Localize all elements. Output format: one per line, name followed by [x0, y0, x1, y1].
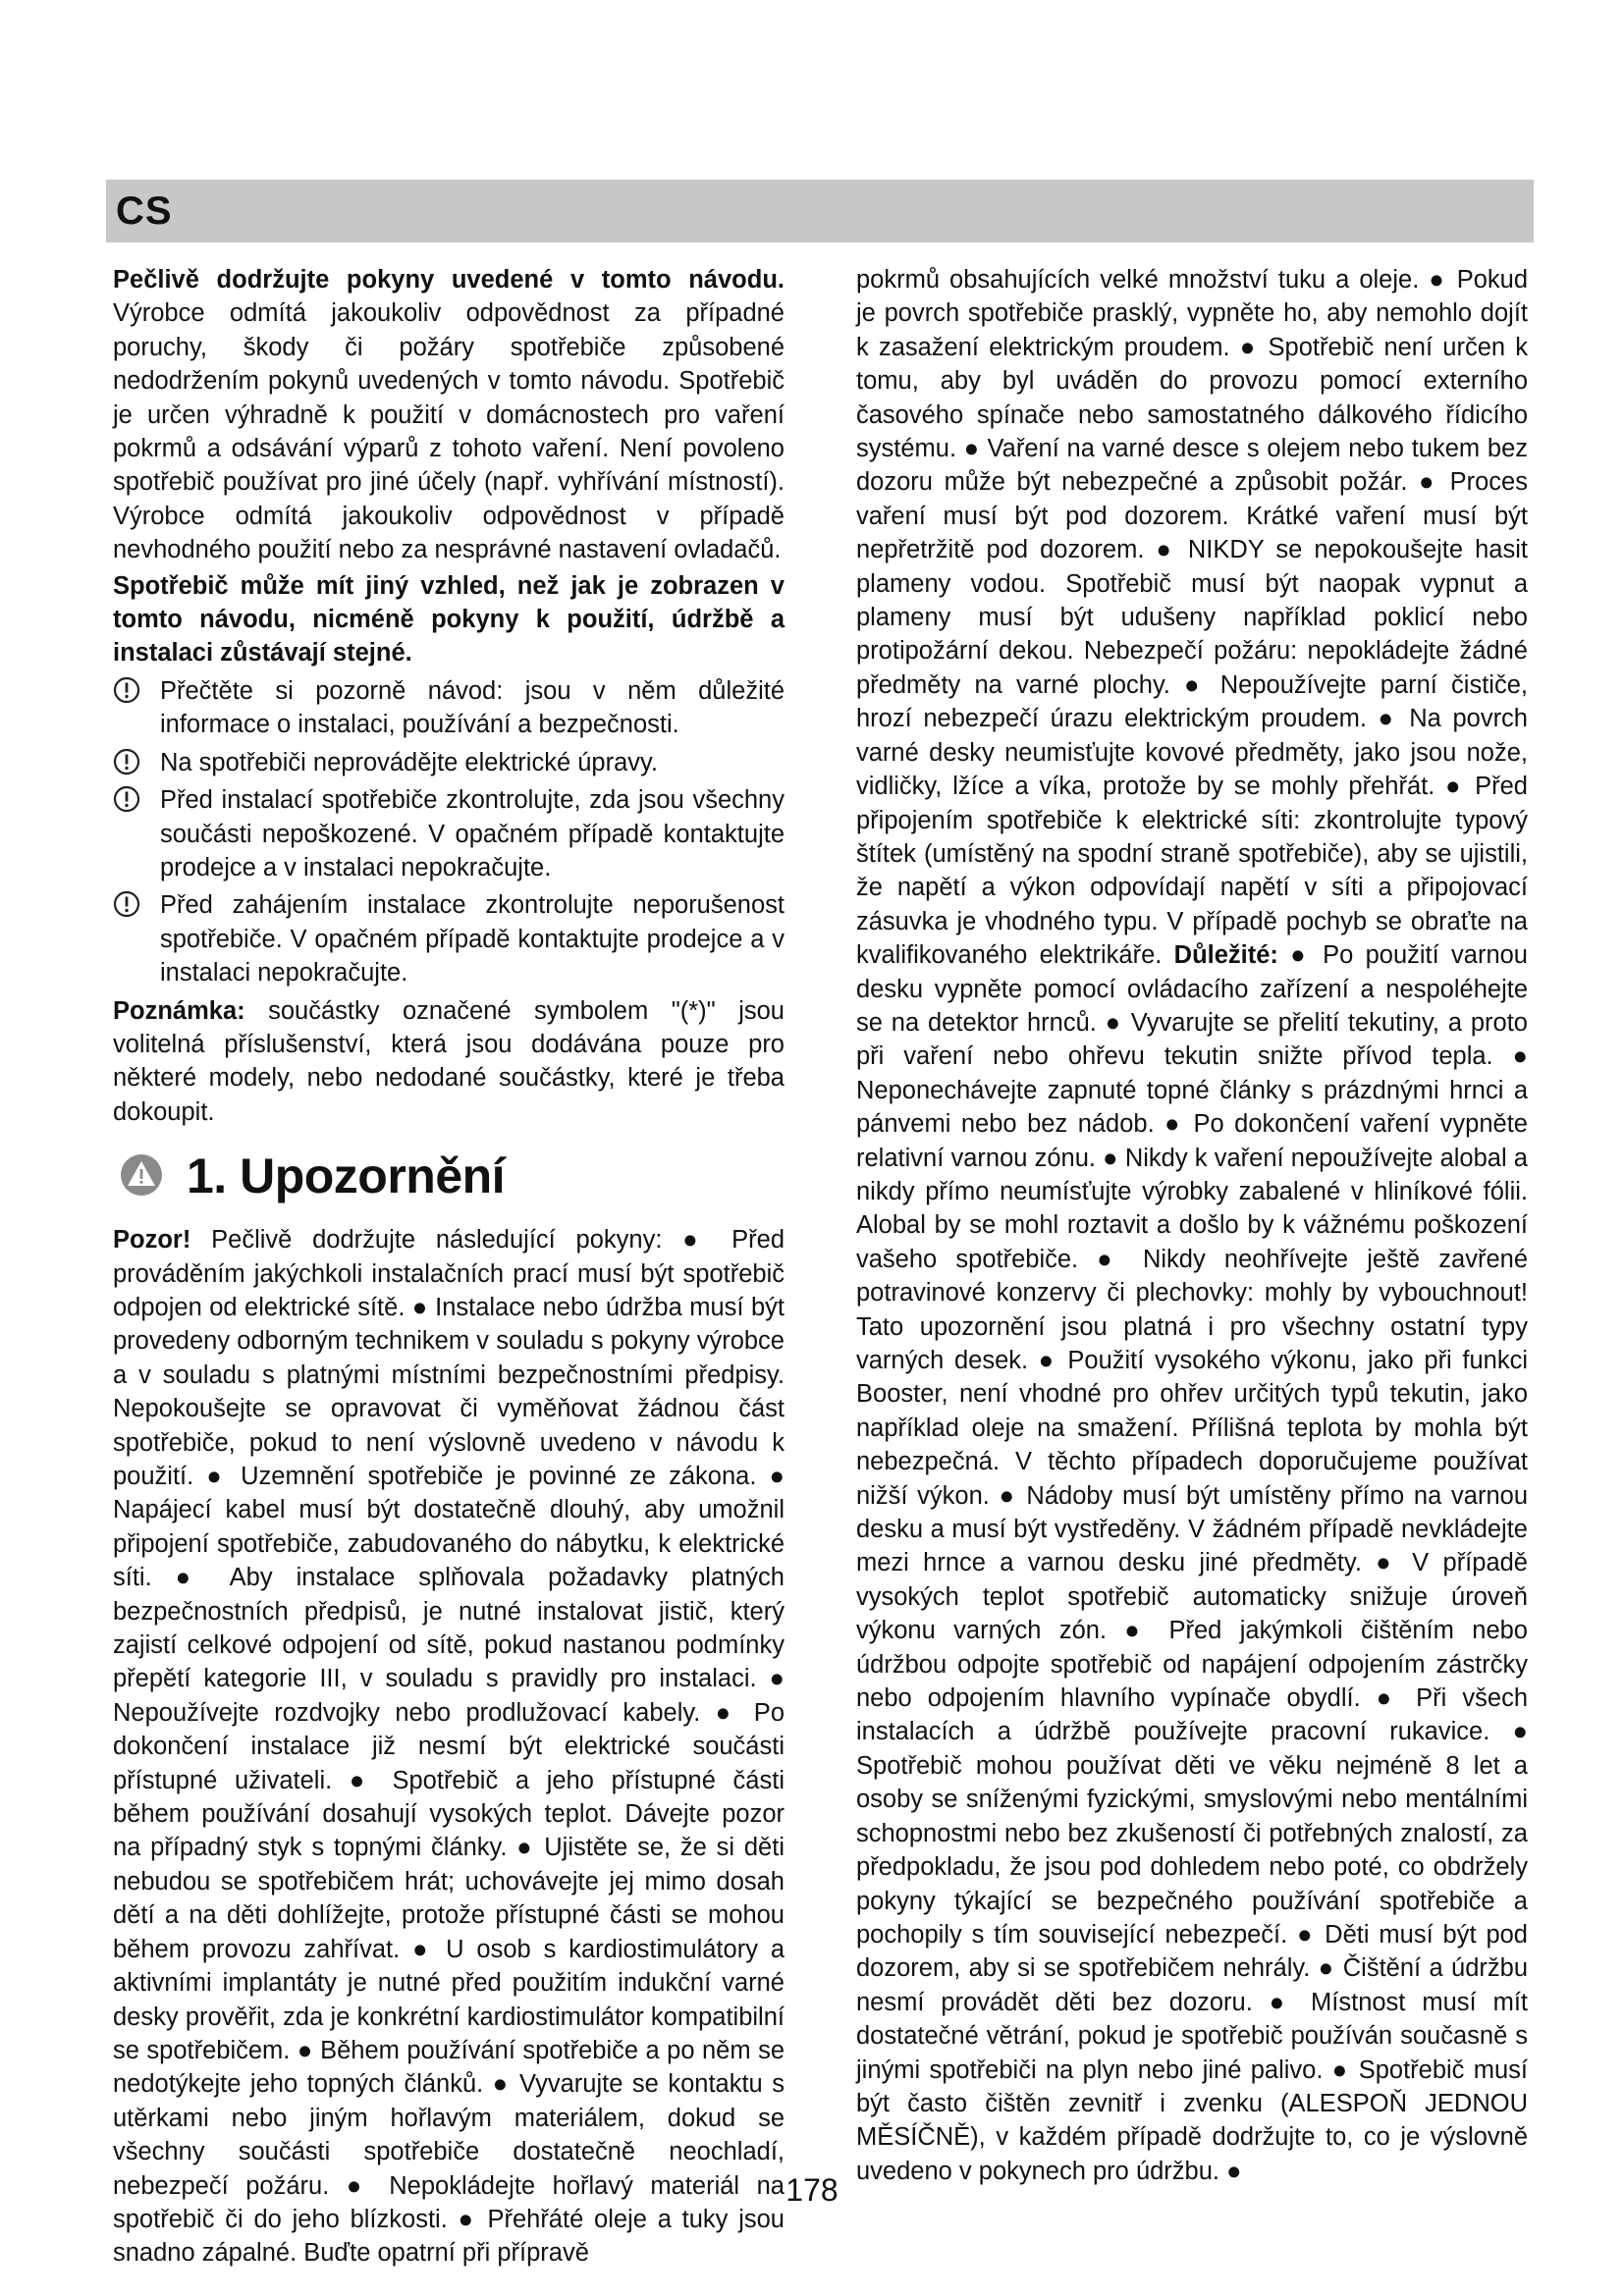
exclamation-circle-icon — [113, 748, 140, 775]
exclamation-circle-icon — [113, 785, 140, 813]
warning-item — [113, 674, 785, 742]
appearance-note: Spotřebič může mít jiný vzhled, než jak je zobrazen v tomto návodu, nicméně pokyny k použití, údržbě a instalaci zůstávají stejné. — [113, 571, 785, 667]
warning-item — [113, 783, 785, 884]
warning-item — [113, 746, 785, 779]
section-title: 1. Upozornění — [187, 1148, 506, 1204]
page-number: 178 — [785, 2172, 839, 2208]
note-paragraph — [113, 994, 785, 1130]
warning-text: Před zahájením instalace zkontrolujte neporušenost spotřebiče. V opačném případě kontaktujte prodejce a v instalaci nepokračujte. — [160, 891, 785, 988]
warning-text: Přečtěte si pozorně návod: jsou v něm důležité informace o instalaci, používání a bezpečnosti. — [160, 676, 785, 739]
warnings-body-left — [113, 1223, 785, 2270]
section-heading — [113, 1148, 785, 1211]
exclamation-circle-icon — [113, 890, 140, 918]
intro-text: Výrobce odmítá jakoukoliv odpovědnost za případné poruchy, škody či požáry spotřebiče způsobené nedodržením pokynů uvedených v tomto návodu. Spotřebič je určen výhradně k použití v domácnostech pro vaření pokrmů a odsávání výparů z tohoto vaření. Není povoleno spotřebič používat pro jiné účely (např. vyhřívání místností). Výrobce odmítá jakoukoliv odpovědnost v případě nevhodného použití nebo za nesprávné nastavení ovladačů. — [113, 299, 785, 564]
right-column — [856, 263, 1528, 2188]
intro-bold-lead: Pečlivě dodržujte pokyny uvedené v tomto návodu. — [113, 266, 785, 294]
warning-item — [113, 888, 785, 989]
note-label: Poznámka: — [113, 996, 245, 1025]
important-label: Důležité: — [1173, 941, 1278, 970]
exclamation-circle-icon — [113, 676, 140, 704]
warnings-text-left: Pečlivě dodržujte následující pokyny: ● Před prováděním jakýchkoli instalačních prací musí být spotřebič odpojen od elektrické sítě. ● Instalace nebo údržba musí být provedeny odborným technikem v souladu s pokyny výrobce a v souladu s platnými místními bezpečnostními předpisy. Nepokoušejte se opravovat či vyměňovat žádnou část spotřebiče, pokud to není výslovně uvedeno v návodu k použití. ● Uzemnění spotřebiče je povinné ze zákona. ● Napájecí kabel musí být dostatečně dlouhý, aby umožnil připojení spotřebiče, zabudovaného do nábytku, k elektrické síti. ● Aby instalace splňovala požadavky platných bezpečnostních předpisů, je nutné instalovat jistič, který zajistí celkové odpojení od sítě, pokud nastanou podmínky přepětí kategorie III, v souladu s pravidly pro instalaci. ● Nepoužívejte rozdvojky nebo prodlužovací kabely. ● Po dokončení instalace již nesmí být elektrické součásti přístupné uživateli. ● Spotřebič a jeho přístupné části během používání dosahují vysokých teplot. Dávejte pozor na případný styk s topnými články. ● Ujistěte se, že si děti nebudou se spotřebičem hrát; uchovávejte jej mimo dosah dětí a na děti dohlížejte, protože přístupné části se mohou během provozu zahřívat. ● U osob s kardiostimulátory a aktivními implantáty je nutné před použitím indukční varné desky prověřit, zda je konkrétní kardiostimulátor kompatibilní se spotřebičem. ● Během používání spotřebiče a po něm se nedotýkejte jeho topných článků. ● Vyvarujte se kontaktu s utěrkami nebo jiným hořlavým materiálem, dokud se všechny součásti spotřebiče dostatečně neochladí, nebezpečí požáru. ● Nepokládejte hořlavý materiál na spotřebič či do jeho blízkosti. ● Přehřáté oleje a tuky jsou snadno zápalné. Buďte opatrní při přípravě — [113, 1226, 785, 2268]
intro-paragraph — [113, 263, 785, 567]
warning-triangle-icon — [119, 1152, 164, 1198]
warnings-text-right-2: ● Po použití varnou desku vypněte pomocí ovládacího zařízení a nespoléhejte se na detektor hrnců. ● Vyvarujte se přelití tekutiny, a proto při vaření nebo ohřevu tekutin snižte přívod tepla. ● Neponechávejte zapnuté topné články s prázdnými hrnci a pánvemi nebo bez nádob. ● Po dokončení vaření vypněte relativní varnou zónu. ● Nikdy k vaření nepoužívejte alobal a nikdy přímo neumísťujte výrobky zabalené v hliníkové fólii. Alobal by se mohl roztavit a došlo by k vážnému poškození vašeho spotřebiče. ● Nikdy neohřívejte ještě zavřené potravinové konzervy či plechovky: mohly by vybouchnout! Tato upozornění jsou platná i pro všechny ostatní typy varných desek. ● Použití vysokého výkonu, jako při funkci Booster, není vhodné pro ohřev určitých typů tekutin, jako například oleje na smažení. Přílišná teplota by mohla být nebezpečná. V těchto případech doporučujeme používat nižší výkon. ● Nádoby musí být umístěny přímo na varnou desku a musí být vystředěny. V žádném případě nevkládejte mezi hrnce a varnou desku jiné předměty. ● V případě vysokých teplot spotřebič automaticky snižuje úroveň výkonu varných zón. ● Před jakýmkoli čištěním nebo údržbou odpojte spotřebič od napájení odpojením zástrčky nebo odpojením hlavního vypínače obydlí. ● Při všech instalacích a údržbě používejte pracovní rukavice. ● Spotřebič mohou používat děti ve věku nejméně 8 let a osoby se sníženými fyzickými, smyslovými nebo mentálními schopnostmi nebo bez zkušeností či potřebných znalostí, za předpokladu, že jsou pod dohledem nebo poté, co obdržely pokyny týkající se bezpečného používání spotřebiče a pochopily s tím související nebezpečí. ● Děti musí být pod dozorem, aby si se spotřebičem nehrály. ● Čištění a údržbu nesmí provádět děti bez dozoru. ● Místnost musí mít dostatečné větrání, pokud je spotřebič používán současně s jinými spotřebiči na plyn nebo jiné palivo. ● Spotřebič musí být často čištěn zevnitř i zvenku (ALESPOŇ JEDNOU MĚSÍČNĚ), v každém případě dodržujte to, co je výslovně uvedeno v pokynech pro údržbu. ● — [856, 941, 1528, 2185]
language-code: CS — [116, 189, 173, 233]
left-column — [113, 263, 785, 2270]
warning-text: Na spotřebiči neprovádějte elektrické úpravy. — [160, 748, 658, 776]
note-text: součástky označené symbolem "(*)" jsou volitelná příslušenství, která jsou dodávána pouze pro některé modely, nebo nedodané součástky, které je třeba dokoupit. — [113, 996, 785, 1126]
warnings-body-right — [856, 263, 1528, 2188]
caution-label: Pozor! — [113, 1226, 191, 1255]
language-header-bar — [106, 180, 1534, 242]
warning-text: Před instalací spotřebiče zkontrolujte, zda jsou všechny součásti nepoškozené. V opačném případě kontaktujte prodejce a v instalaci nepokračujte. — [160, 786, 785, 881]
warnings-text-right-1: pokrmů obsahujících velké množství tuku a oleje. ● Pokud je povrch spotřebiče prasklý, vypněte ho, aby nemohlo dojít k zasažení elektrickým proudem. ● Spotřebič není určen k tomu, aby byl uváděn do provozu pomocí externího časového spínače nebo samostatného dálkového řídicího systému. ● Vaření na varné desce s olejem nebo tukem bez dozoru může být nebezpečné a způsobit požár. ● Proces vaření musí být pod dozorem. Krátké vaření musí být nepřetržitě pod dozorem. ● NIKDY se nepokoušejte hasit plameny vodou. Spotřebič musí být naopak vypnut a plameny musí být udušeny například poklicí nebo protipožární dekou. Nebezpečí požáru: nepokládejte žádné předměty na varné plochy. ● Nepoužívejte parní čističe, hrozí nebezpečí úrazu elektrickým proudem. ● Na povrch varné desky neumisťujte kovové předměty, jako jsou nože, vidličky, lžíce a víka, protože by se mohly přehřát. ● Před připojením spotřebiče k elektrické síti: zkontrolujte typový štítek (umístěný na spodní straně spotřebiče), aby se ujistili, že napětí a výkon odpovídají napětí v síti a připojovací zásuvka je vhodného typu. V případě pochyb se obraťte na kvalifikovaného elektrikáře. — [856, 266, 1528, 970]
